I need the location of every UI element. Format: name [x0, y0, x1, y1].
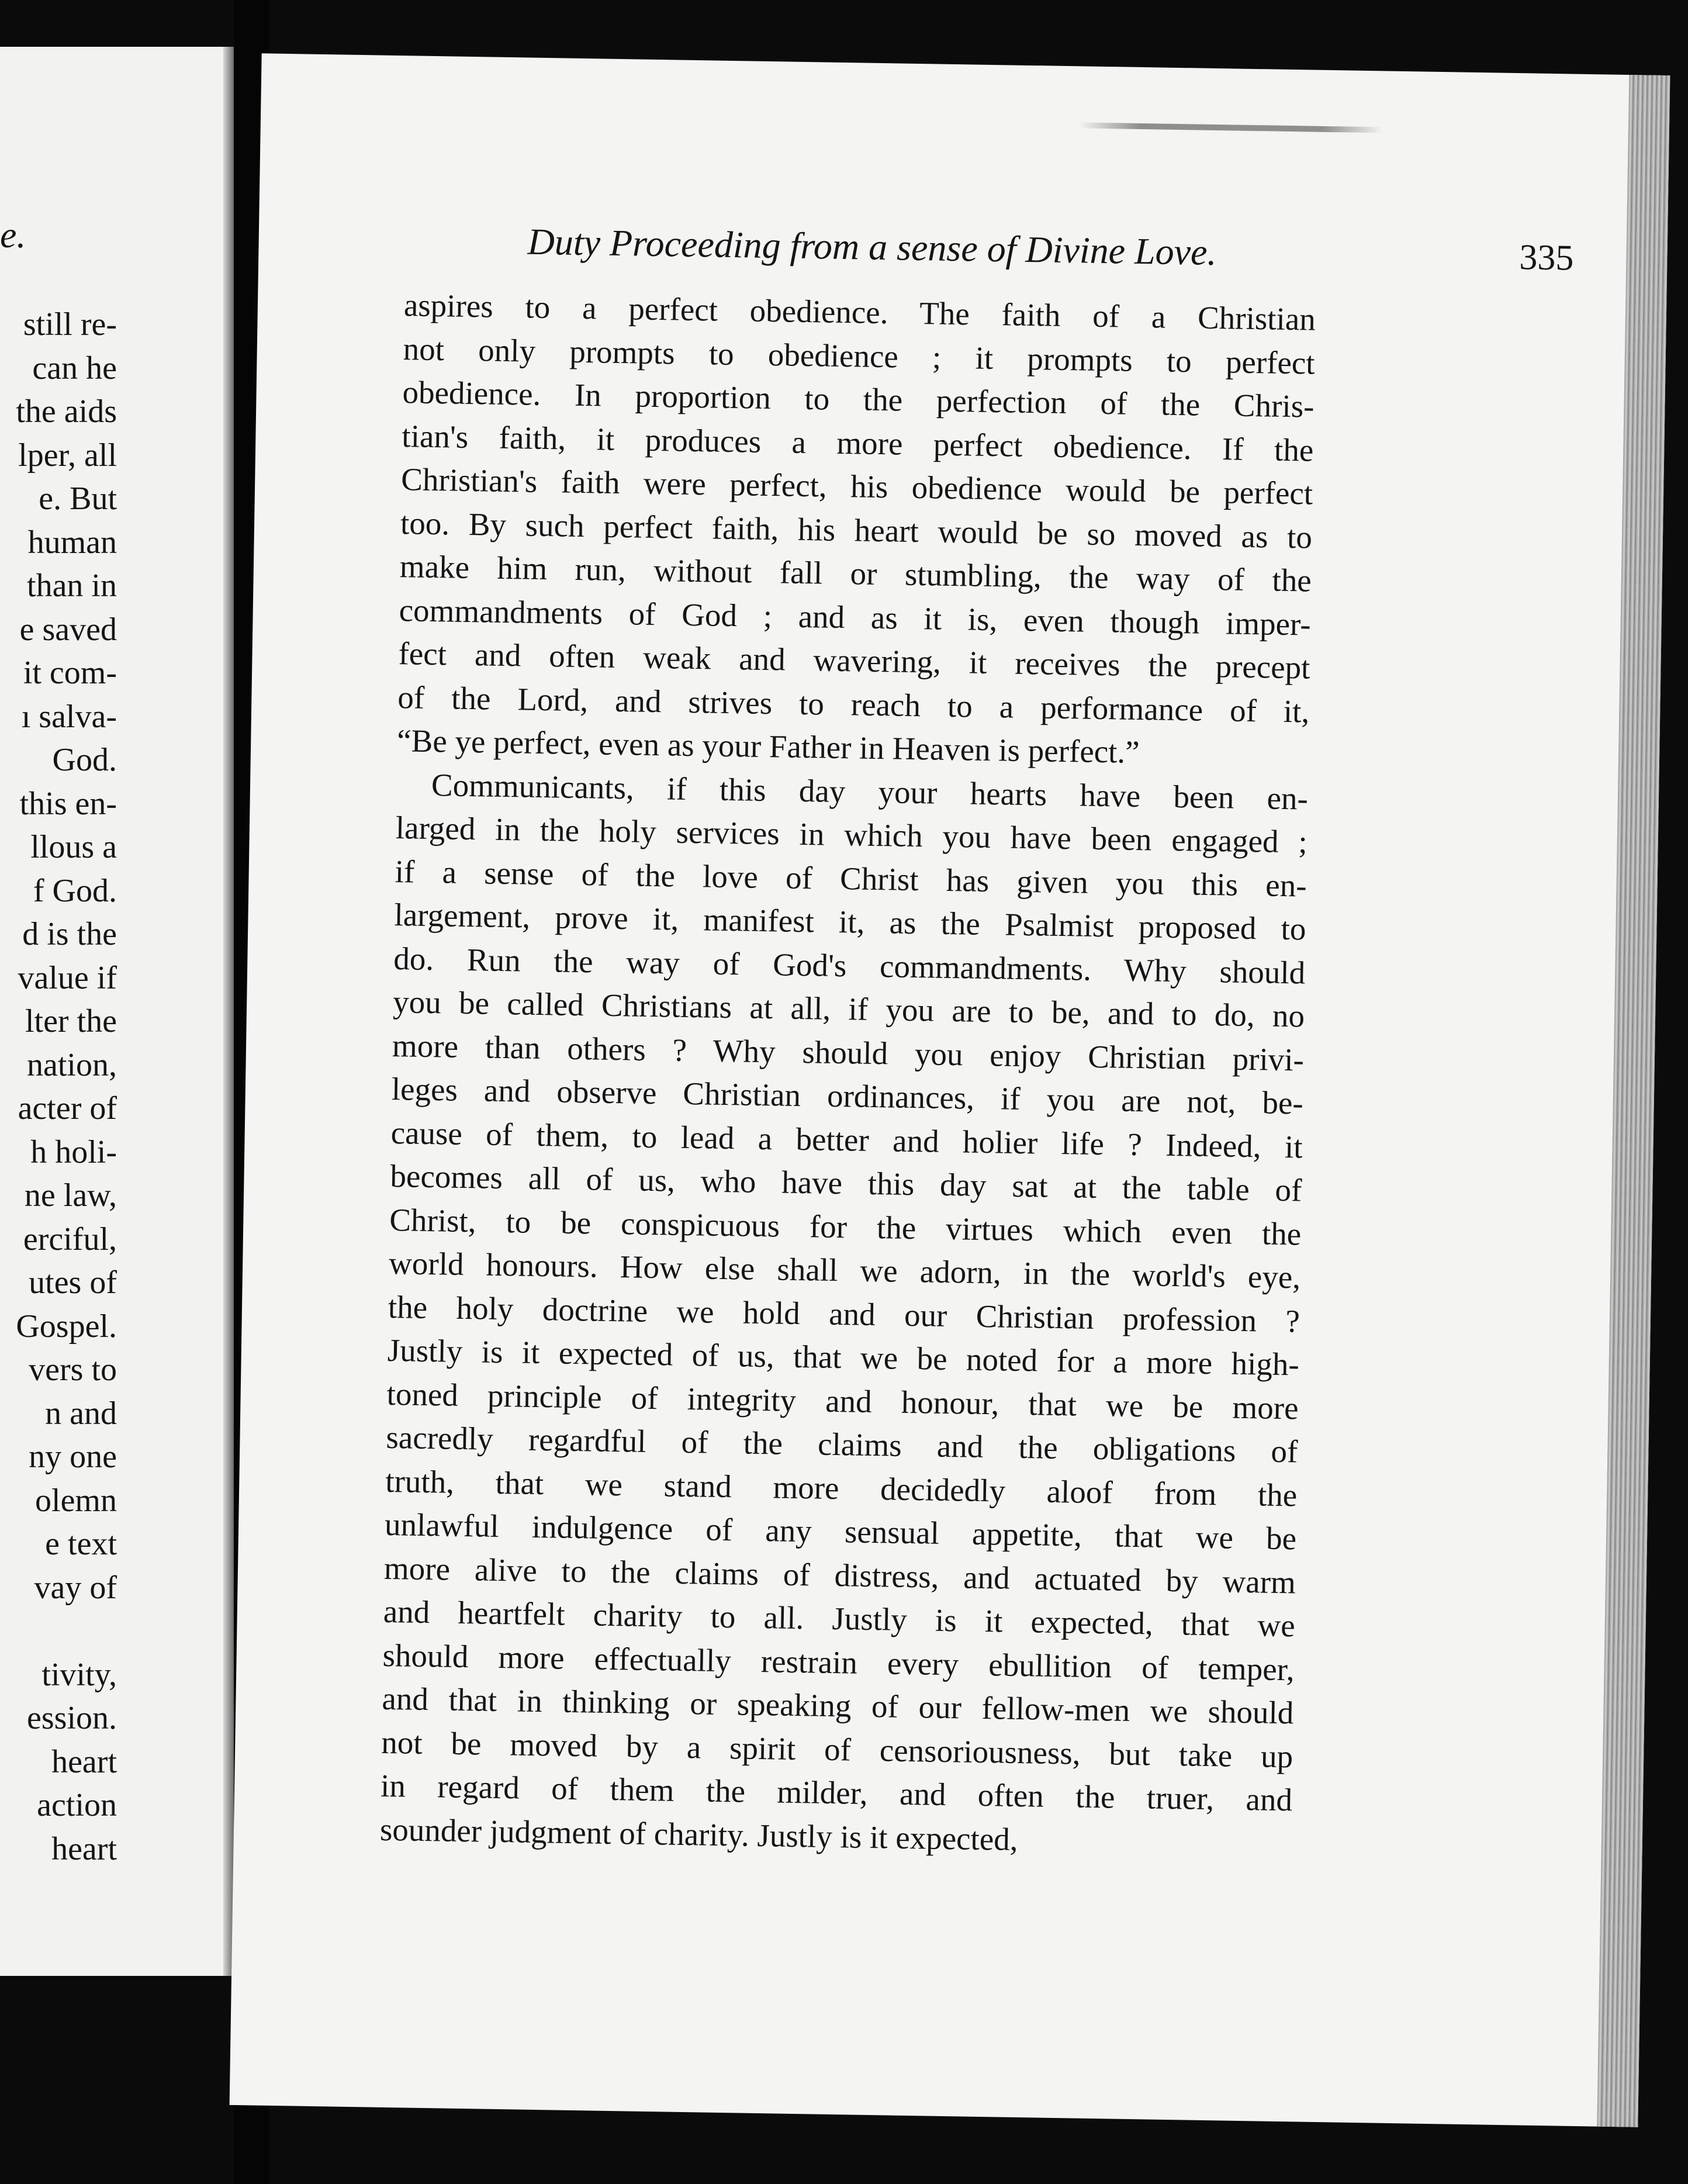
- left-text-line: f God.: [33, 872, 117, 909]
- text-line: more alive to the claims of distress, and actuated by warm: [383, 1550, 1296, 1600]
- right-page: [230, 53, 1670, 2127]
- text-line: and heartfelt charity to all. Justly is it expected, that we: [383, 1593, 1296, 1644]
- scan-smudge: [1079, 122, 1383, 133]
- text-line: Communicants, if this day your hearts have been en-: [431, 766, 1309, 817]
- text-line: of the Lord, and strives to reach to a performance of it,: [397, 679, 1310, 730]
- text-line: obedience. In proportion to the perfection of the Chris-: [402, 374, 1315, 424]
- left-text-line: human: [27, 524, 117, 561]
- text-line: truth, that we stand more decidedly aloof from the: [385, 1463, 1298, 1513]
- left-text-line: heart: [51, 1830, 117, 1867]
- left-text-line: ession.: [27, 1700, 117, 1736]
- text-line: in regard of them the milder, and often the truer, and: [380, 1767, 1293, 1818]
- left-text-line: acter of: [18, 1090, 117, 1126]
- left-text-line: the aids: [16, 393, 117, 430]
- left-text-line: llous a: [30, 829, 117, 865]
- text-line: becomes all of us, who have this day sat at the table of: [390, 1157, 1302, 1208]
- body-text: [379, 284, 1316, 1865]
- page-number: 335: [1518, 237, 1575, 278]
- left-text-line: heart: [51, 1743, 117, 1780]
- text-line: larged in the holy services in which you have been engaged ;: [395, 810, 1308, 860]
- text-line: not be moved by a spirit of censoriousness, but take up: [381, 1724, 1293, 1774]
- text-line: Christian's faith were perfect, his obedience would be perfect: [400, 461, 1313, 512]
- left-text-line: God.: [52, 742, 117, 778]
- text-line: if a sense of the love of Christ has given you this en-: [395, 853, 1307, 904]
- text-line: sacredly regardful of the claims and the obligations of: [386, 1419, 1298, 1470]
- left-text-line: this en-: [19, 785, 117, 822]
- left-text-line: nation,: [27, 1046, 117, 1083]
- left-text-line: vers to: [29, 1352, 117, 1388]
- running-title: Duty Proceeding from a sense of Divine Love.: [527, 220, 1217, 273]
- text-line: should more effectually restrain every ebullition of temper,: [382, 1637, 1295, 1687]
- left-text-line: vay of: [34, 1569, 117, 1606]
- text-line: cause of them, to lead a better and holier life ? Indeed, it: [390, 1114, 1303, 1164]
- text-line: unlawful indulgence of any sensual appetite, that we be: [384, 1506, 1297, 1557]
- left-text-line: tivity,: [41, 1656, 117, 1693]
- text-line: you be called Christians at all, if you are to be, and to do, no: [392, 984, 1305, 1034]
- text-line: toned principle of integrity and honour, that we be more: [386, 1376, 1299, 1426]
- text-line: do. Run the way of God's commandments. Why should: [393, 940, 1306, 991]
- text-line: world honours. How else shall we adorn, in the world's eye,: [388, 1245, 1301, 1295]
- left-page-fragment: [0, 47, 234, 1976]
- left-text-line: utes of: [29, 1264, 117, 1301]
- left-text-line: erciful,: [23, 1221, 117, 1257]
- left-text-line: ı salva-: [21, 698, 117, 735]
- text-line: leges and observe Christian ordinances, if you are not, be-: [391, 1071, 1304, 1121]
- left-text-line: value if: [18, 959, 117, 996]
- page-header: [527, 215, 1574, 284]
- left-text-line: n and: [45, 1395, 117, 1432]
- text-line: Christ, to be conspicuous for the virtues which even the: [389, 1201, 1302, 1252]
- text-line: largement, prove it, manifest it, as the Psalmist proposed to: [394, 897, 1306, 947]
- left-text-line: [0, 1609, 234, 1653]
- left-text-line: e saved: [19, 611, 117, 648]
- text-line: not only prompts to obedience ; it prompts to perfect: [403, 330, 1316, 381]
- left-text-line: than in: [27, 568, 117, 604]
- left-text-line: Gospel.: [16, 1308, 117, 1345]
- left-text-line: still re-: [23, 306, 117, 343]
- text-line: and that in thinking or speaking of our fellow-men we should: [382, 1680, 1294, 1731]
- left-text-line: ne law,: [24, 1177, 117, 1214]
- text-line: tian's faith, it produces a more perfect obedience. If the: [401, 417, 1314, 468]
- left-text-line: olemn: [35, 1482, 117, 1519]
- left-text-line: h holi-: [30, 1134, 117, 1170]
- text-line: the holy doctrine we hold and our Christian profession ?: [388, 1288, 1300, 1339]
- left-page-text-lines: [0, 303, 234, 1871]
- left-text-line: action: [37, 1787, 117, 1823]
- left-text-line: lper, all: [18, 437, 117, 474]
- left-text-line: d is the: [22, 916, 117, 952]
- left-page-edge-shadow: [223, 47, 234, 1976]
- left-text-line: can he: [32, 350, 117, 386]
- text-line: make him run, without fall or stumbling, the way of the: [399, 548, 1312, 599]
- text-line: commandments of God ; and as it is, even though imper-: [399, 592, 1312, 642]
- left-running-title-fragment: e.: [0, 214, 26, 255]
- text-line: “Be ye perfect, even as your Father in Heaven is perfect.”: [396, 723, 1140, 770]
- text-line: too. By such perfect faith, his heart would be so moved as to: [400, 504, 1313, 555]
- text-line: more than others ? Why should you enjoy Christian privi-: [392, 1027, 1305, 1078]
- text-line: fect and often weak and wavering, it receives the precept: [398, 635, 1310, 686]
- left-text-line: ny one: [29, 1439, 117, 1475]
- text-line: sounder judgment of charity. Justly is it expected,: [379, 1811, 1018, 1857]
- page-stack-edge: [1597, 75, 1670, 2127]
- text-line: aspires to a perfect obedience. The faith of a Christian: [403, 287, 1316, 337]
- left-text-line: e text: [45, 1526, 117, 1562]
- left-text-line: e. But: [39, 481, 117, 517]
- left-text-line: it com-: [23, 655, 117, 691]
- left-text-line: lter the: [25, 1003, 117, 1039]
- text-line: Justly is it expected of us, that we be noted for a more high-: [387, 1332, 1300, 1383]
